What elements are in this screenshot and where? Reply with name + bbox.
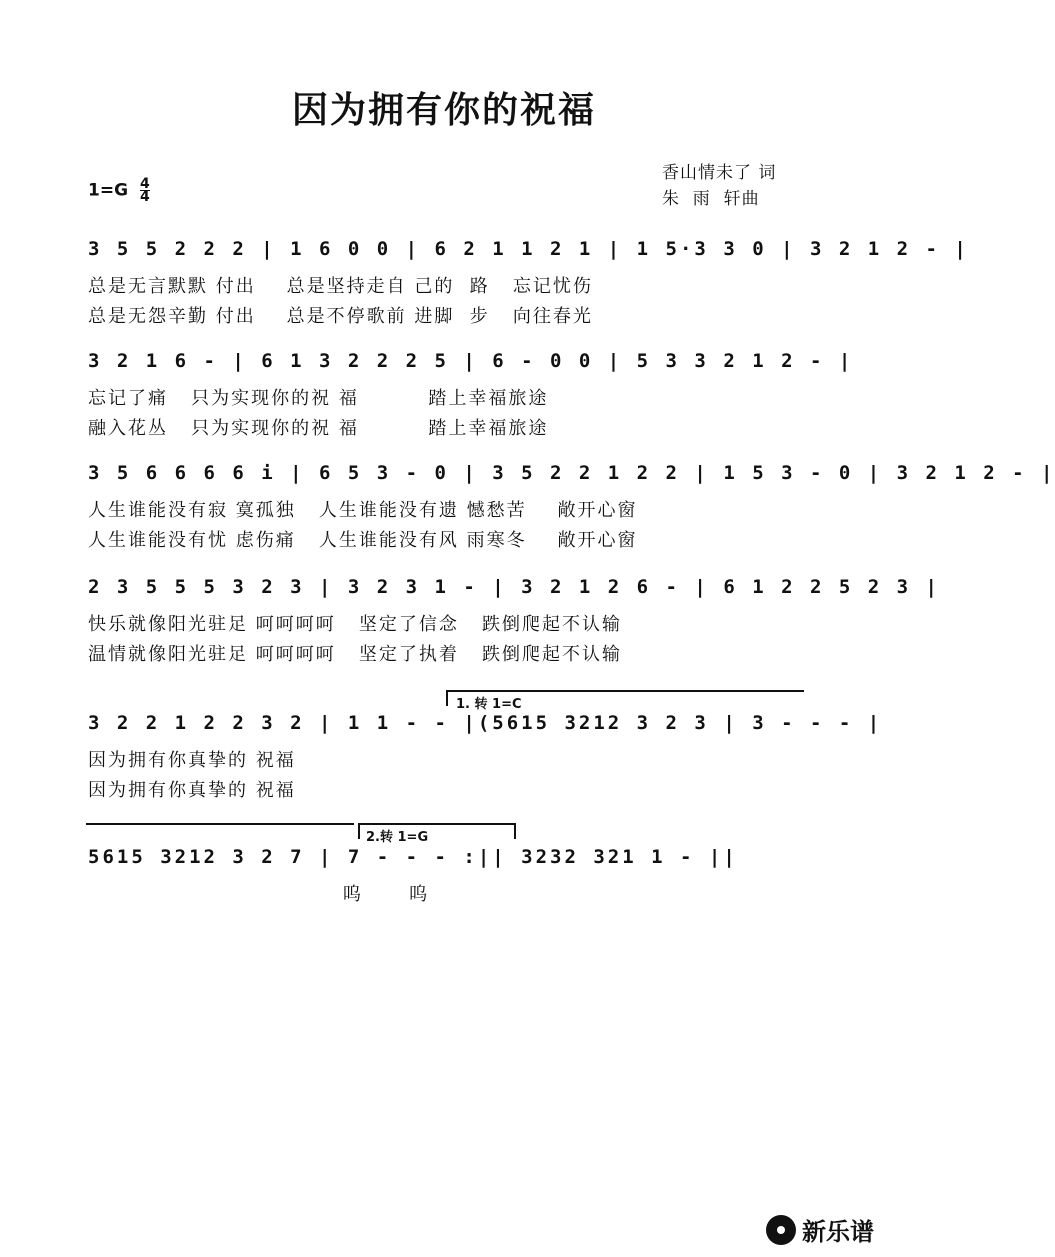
key-text: 1=G	[88, 180, 129, 201]
notes-line: 3 5 5 2 2 2 | 1 6 0 0 | 6 2 1 1 2 1 | 1 5·3 3 0 | 3 2 1 2 - |	[88, 238, 969, 260]
record-disc-icon	[766, 1215, 796, 1245]
first-ending-bracket-left	[446, 690, 448, 706]
time-bottom: 4	[139, 189, 150, 205]
lyric-verse-2: 温情就像阳光驻足 呵呵呵呵 坚定了执着 跌倒爬起不认输	[88, 644, 623, 665]
lyric-verse-1: 快乐就像阳光驻足 呵呵呵呵 坚定了信念 跌倒爬起不认输	[88, 614, 623, 635]
lyric-verse-1: 人生谁能没有寂 寞孤独 人生谁能没有遗 憾愁苦 敞开心窗	[88, 500, 638, 521]
lyricist-credit: 香山情未了 词	[662, 163, 777, 183]
song-title: 因为拥有你的祝福	[291, 89, 596, 131]
site-logo	[766, 1212, 874, 1247]
lyric-verse-2: 总是无怨辛勤 付出 总是不停歌前 进脚 步 向往春光	[88, 306, 593, 327]
logo-text: 新乐谱	[802, 1218, 874, 1246]
credits	[662, 160, 812, 212]
time-signature	[140, 178, 150, 203]
notes-line: 3 2 1 6 - | 6 1 3 2 2 2 5 | 6 - 0 0 | 5 3 3 2 1 2 - |	[88, 350, 854, 372]
time-top: 4	[139, 176, 150, 192]
notes-line: 2 3 5 5 5 3 2 3 | 3 2 3 1 - | 3 2 1 2 6 - | 6 1 2 2 5 2 3 |	[88, 576, 940, 598]
second-ending-bracket-left	[358, 823, 360, 839]
first-ending-label: 1. 转 1=C	[456, 697, 522, 712]
notes-line: 3 2 2 1 2 2 3 2 | 1 1 - - |(5615 3212 3 2 3 | 3 - - - |	[88, 712, 883, 734]
lyric-verse-1: 呜 呜	[88, 884, 430, 905]
second-ending-bracket	[358, 823, 516, 825]
second-ending-label: 2.转 1=G	[366, 830, 429, 845]
first-ending-continuation	[86, 823, 354, 825]
second-ending-bracket-right	[514, 823, 516, 839]
lyric-verse-1: 因为拥有你真挚的 祝福	[88, 750, 296, 771]
lyric-verse-2: 因为拥有你真挚的 祝福	[88, 780, 296, 801]
key-signature	[88, 178, 150, 203]
lyric-verse-1: 忘记了痛 只为实现你的祝 福 踏上幸福旅途	[88, 388, 549, 409]
notes-line: 5615 3212 3 2 7 | 7 - - - :|| 3232 321 1 - ||	[88, 846, 738, 868]
first-ending-bracket	[446, 690, 804, 692]
lyric-verse-2: 人生谁能没有忧 虑伤痛 人生谁能没有风 雨寒冬 敞开心窗	[88, 530, 638, 551]
notes-line: 3 5 6 6 6 6 i | 6 5 3 - 0 | 3 5 2 2 1 2 2 | 1 5 3 - 0 | 3 2 1 2 - |	[88, 462, 1055, 484]
lyric-verse-2: 融入花丛 只为实现你的祝 福 踏上幸福旅途	[88, 418, 549, 439]
composer-credit: 朱 雨 轩曲	[662, 189, 760, 209]
lyric-verse-1: 总是无言默默 付出 总是坚持走自 己的 路 忘记忧伤	[88, 276, 593, 297]
